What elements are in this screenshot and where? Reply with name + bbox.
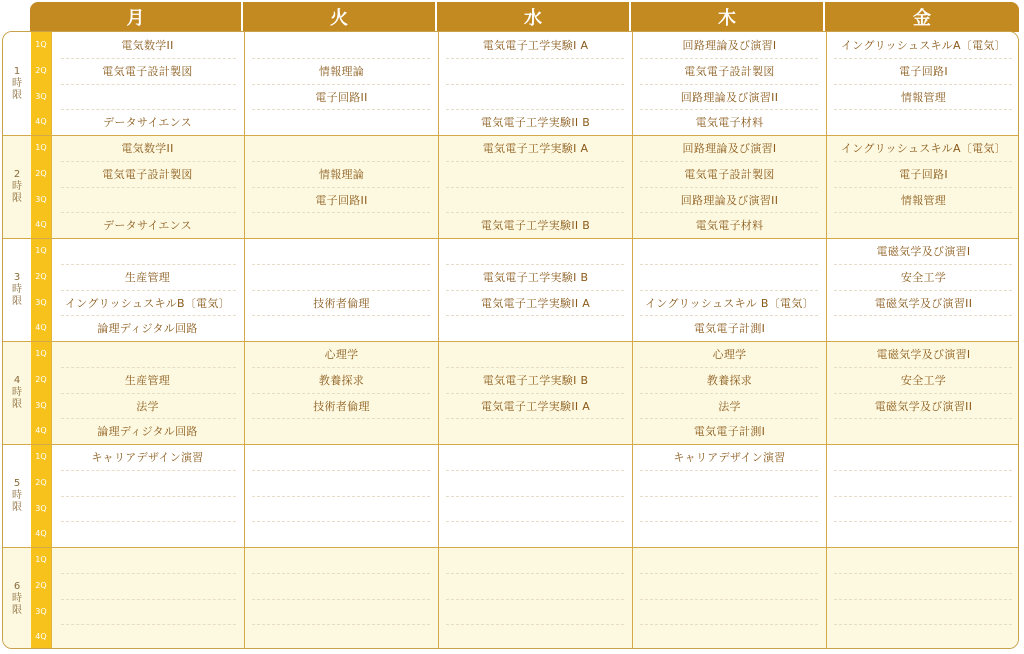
course-cell[interactable]: 法学 [136,400,159,413]
course-cell[interactable]: 電気電子工学実験II A [480,297,591,310]
course-cell[interactable]: 回路理論及び演習II [680,91,779,104]
course-cell[interactable]: 生産管理 [124,374,171,387]
course-cell[interactable]: 電気電子計測I [693,425,766,438]
course-cell[interactable] [51,573,244,599]
period-separator [3,135,1019,136]
course-cell[interactable] [51,521,244,547]
course-cell[interactable]: データサイエンス [103,219,192,232]
period-label [3,547,31,649]
course-cell[interactable]: 電子回路II [315,91,368,104]
course-cell[interactable]: 安全工学 [900,271,947,284]
course-cell[interactable] [633,573,826,599]
period-char: 限 [12,295,22,307]
course-cell[interactable] [439,84,632,110]
course-cell[interactable] [827,109,1019,135]
course-cell[interactable] [245,521,438,547]
course-cell[interactable]: 技術者倫理 [313,400,370,413]
course-cell[interactable]: 電気電子工学実験I A [482,39,589,52]
course-cell[interactable] [51,624,244,649]
period-char: 時 [12,77,22,89]
course-cell[interactable]: 安全工学 [900,374,947,387]
course-cell[interactable]: 電子回路I [899,168,948,181]
period-separator [3,444,1019,445]
course-cell[interactable] [633,521,826,547]
course-cell[interactable]: 電気電子工学実験II B [480,219,591,232]
course-cell[interactable] [439,315,632,341]
course-cell[interactable] [633,238,826,264]
course-cell[interactable] [245,573,438,599]
course-cell[interactable]: 論理ディジタル回路 [97,322,198,335]
period-char: 時 [12,180,22,192]
course-cell[interactable] [245,470,438,496]
course-cell[interactable] [439,547,632,573]
course-cell[interactable]: 電気電子材料 [695,219,764,232]
period-label [3,444,31,547]
course-cell[interactable]: 電気電子工学実験II A [480,400,591,413]
course-cell[interactable]: キャリアデザイン演習 [673,451,786,464]
period-separator [3,238,1019,239]
course-cell[interactable] [827,573,1019,599]
course-cell[interactable]: 心理学 [324,348,359,361]
period-char: 時 [12,386,22,398]
course-cell[interactable]: 電磁気学及び演習II [874,400,973,413]
course-cell[interactable]: イングリッシュスキルA〔電気〕 [840,39,1007,52]
course-cell[interactable] [245,624,438,649]
course-cell[interactable] [827,521,1019,547]
period-separator [3,341,1019,342]
course-cell[interactable] [827,547,1019,573]
quarter-label: 3Q [35,91,47,101]
course-cell[interactable] [439,418,632,444]
course-cell[interactable]: 情報理論 [318,65,365,78]
quarter-label: 4Q [35,426,47,436]
course-cell[interactable] [51,599,244,625]
course-cell[interactable] [245,444,438,470]
column-divider [51,32,52,649]
course-cell[interactable] [827,470,1019,496]
period-char: 限 [12,192,22,204]
course-cell[interactable]: 電子回路I [899,65,948,78]
quarter-label: 2Q [35,168,47,178]
course-cell[interactable] [633,599,826,625]
course-cell[interactable] [439,341,632,367]
course-cell[interactable] [827,444,1019,470]
course-cell[interactable]: 電気電子設計製図 [102,168,193,181]
quarter-label: 4Q [35,632,47,642]
course-cell[interactable] [633,470,826,496]
quarter-label: 2Q [35,374,47,384]
course-cell[interactable] [439,161,632,187]
course-cell[interactable]: 教養探求 [318,374,365,387]
course-cell[interactable]: 回路理論及び演習I [682,39,777,52]
period-char: 時 [12,489,22,501]
course-cell[interactable]: 電気電子工学実験II B [480,116,591,129]
quarter-label: 3Q [35,297,47,307]
course-cell[interactable]: 電気電子材料 [695,116,764,129]
course-cell[interactable]: キャリアデザイン演習 [91,451,204,464]
quarter-label: 1Q [35,246,47,255]
course-cell[interactable] [827,599,1019,625]
course-cell[interactable]: 論理ディジタル回路 [97,425,198,438]
timetable-grid [2,31,1019,649]
column-divider [632,32,633,649]
course-cell[interactable]: 技術者倫理 [313,297,370,310]
course-cell[interactable] [51,547,244,573]
period-char: 限 [12,604,22,616]
course-cell[interactable] [439,573,632,599]
quarter-label: 4Q [35,220,47,230]
period-char: 限 [12,398,22,410]
column-divider [438,32,439,649]
quarter-label: 3Q [35,503,47,513]
course-cell[interactable] [51,84,244,110]
quarter-label: 2Q [35,65,47,75]
course-cell[interactable] [51,470,244,496]
quarter-label: 4Q [35,323,47,333]
course-cell[interactable]: 回路理論及び演習II [680,194,779,207]
course-cell[interactable]: 電磁気学及び演習I [876,348,971,361]
quarter-label: 1Q [35,40,47,49]
quarter-label: 1Q [35,555,47,564]
column-divider [826,32,827,649]
course-cell[interactable] [827,418,1019,444]
course-cell[interactable] [439,599,632,625]
course-cell[interactable]: 電磁気学及び演習I [876,245,971,258]
period-char: 限 [12,501,22,513]
course-cell[interactable]: 教養探求 [706,374,753,387]
day-header-mon: 月 [30,2,241,32]
period-label [3,135,31,238]
period-char: 時 [12,592,22,604]
course-cell[interactable] [633,264,826,290]
period-label [3,32,31,135]
course-cell[interactable]: 心理学 [712,348,747,361]
course-cell[interactable]: 電気数学II [121,142,174,155]
course-cell[interactable]: 電磁気学及び演習II [874,297,973,310]
course-cell[interactable]: 情報理論 [318,168,365,181]
quarter-label: 4Q [35,529,47,539]
period-number: 1 [13,65,21,77]
period-number: 3 [13,271,21,283]
course-cell[interactable] [633,496,826,522]
course-cell[interactable] [245,238,438,264]
course-cell[interactable] [827,315,1019,341]
quarter-label: 1Q [35,349,47,358]
quarter-label: 3Q [35,606,47,616]
period-number: 4 [13,374,21,386]
period-char: 限 [12,89,22,101]
period-number: 6 [13,580,21,592]
course-cell[interactable] [51,341,244,367]
course-cell[interactable] [439,58,632,84]
quarter-label: 3Q [35,194,47,204]
course-cell[interactable] [633,624,826,649]
course-cell[interactable] [245,264,438,290]
quarter-label: 3Q [35,400,47,410]
course-cell[interactable]: 電気電子設計製図 [684,168,775,181]
course-cell[interactable] [827,624,1019,649]
course-cell[interactable] [439,624,632,649]
course-cell[interactable]: 電気電子設計製図 [102,65,193,78]
course-cell[interactable] [245,315,438,341]
course-cell[interactable] [245,109,438,135]
course-cell[interactable]: 電気電子工学実験I A [482,142,589,155]
course-cell[interactable]: 情報管理 [900,194,947,207]
quarter-label: 1Q [35,452,47,461]
quarter-label: 2Q [35,580,47,590]
course-cell[interactable]: データサイエンス [103,116,192,129]
course-cell[interactable]: イングリッシュスキルB〔電気〕 [64,297,231,310]
day-header-tue: 火 [243,2,435,32]
course-cell[interactable]: 法学 [718,400,741,413]
course-cell[interactable]: 回路理論及び演習I [682,142,777,155]
course-cell[interactable] [439,521,632,547]
course-cell[interactable] [245,135,438,161]
quarter-label: 2Q [35,477,47,487]
course-cell[interactable] [827,496,1019,522]
course-cell[interactable] [439,496,632,522]
course-cell[interactable]: イングリッシュスキルA〔電気〕 [840,142,1007,155]
course-cell[interactable]: 情報管理 [900,91,947,104]
course-cell[interactable]: 電気数学II [121,39,174,52]
course-cell[interactable]: 電気電子計測I [693,322,766,335]
course-cell[interactable]: 電子回路II [315,194,368,207]
course-cell[interactable] [439,470,632,496]
course-cell[interactable] [439,238,632,264]
course-cell[interactable] [51,238,244,264]
quarter-label: 2Q [35,271,47,281]
course-cell[interactable] [633,547,826,573]
course-cell[interactable]: 電気電子工学実験I B [482,374,589,387]
course-cell[interactable] [245,32,438,58]
course-cell[interactable]: イングリッシュスキル B〔電気〕 [645,297,814,310]
course-cell[interactable]: 生産管理 [124,271,171,284]
column-divider [244,32,245,649]
period-number: 2 [13,168,21,180]
course-cell[interactable] [245,599,438,625]
course-cell[interactable] [245,547,438,573]
course-cell[interactable] [245,418,438,444]
period-number: 5 [13,477,21,489]
course-cell[interactable] [439,444,632,470]
period-label [3,238,31,341]
course-cell[interactable] [51,187,244,213]
course-cell[interactable]: 電気電子設計製図 [684,65,775,78]
quarter-label: 4Q [35,117,47,127]
quarter-label: 1Q [35,143,47,152]
period-separator [3,547,1019,548]
course-cell[interactable] [51,496,244,522]
day-header-thu: 木 [631,2,823,32]
day-header-wed: 水 [437,2,629,32]
course-cell[interactable] [245,496,438,522]
course-cell[interactable] [245,212,438,238]
course-cell[interactable] [827,212,1019,238]
period-label [3,341,31,444]
course-cell[interactable] [439,187,632,213]
period-char: 時 [12,283,22,295]
day-header-fri: 金 [825,2,1019,32]
course-cell[interactable]: 電気電子工学実験I B [482,271,589,284]
